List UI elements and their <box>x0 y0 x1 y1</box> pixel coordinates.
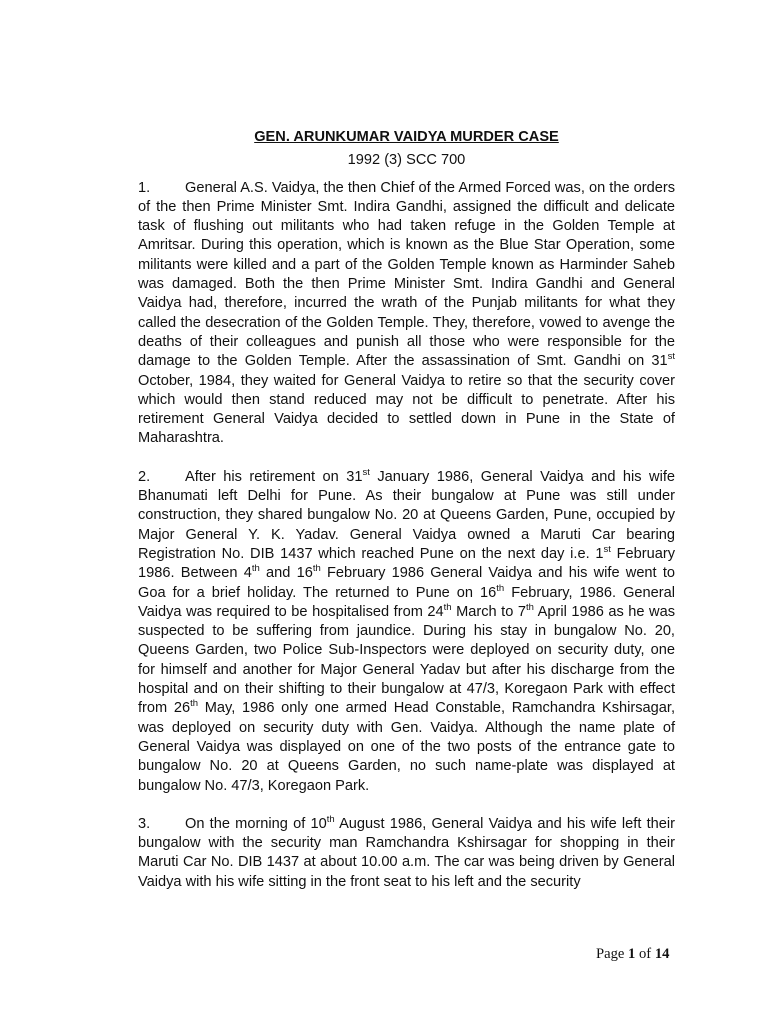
of-label: of <box>638 946 652 962</box>
paragraph-text: and 16 <box>259 565 313 582</box>
ordinal-suffix: st <box>603 543 611 555</box>
paragraph-text: April 1986 as he was suspected to be suffering from jaundice. During his stay in bungalow No. 20, Queens Garden, two Police Sub-Inspectors were deployed on security duty, one for himself and another for Major General Yadav but after his discharge from the hospital and on their shifting to their bungalow at 47/3, Koregaon Park with effect from 26 <box>138 603 676 717</box>
paragraph-1 <box>138 179 675 449</box>
paragraph-text: May, 1986 only one armed Head Constable, Ramchandra Kshirsagar, was deployed on security duty with Gen. Vaidya. Although the name plate of General Vaidya was displayed on one of the two posts of the entrance gate to bungalow No. 20 at Queens Garden, no such name-plate was displayed at bungalow No. 47/3, Koregaon Park. <box>138 700 675 794</box>
case-citation: 1992 (3) SCC 700 <box>347 152 466 169</box>
page-label: Page <box>596 946 625 962</box>
paragraph-text: January 1986, General Vaidya and his wife Bhanumati left Delhi for Pune. As their bungalow at Pune was still under construction, they shared bungalow No. 20 at Queens Garden, Pune, occupied by Major General Y. K. Yadav. General Vaidya owned a Maruti Car bearing Registration No. DIB 1437 which reached Pune on the next day i.e. 1 <box>138 468 675 562</box>
ordinal-suffix: th <box>251 563 260 575</box>
ordinal-suffix: st <box>362 466 370 478</box>
paragraph-number: 1. <box>138 179 151 196</box>
page-total: 14 <box>654 946 670 962</box>
document-page <box>138 128 675 911</box>
paragraph-text: February 1986 General Vaidya and his wife went to Goa for a brief holiday. The returned to Pune on 16 <box>138 565 675 601</box>
ordinal-suffix: th <box>443 601 452 613</box>
ordinal-suffix: th <box>326 813 335 825</box>
paragraph-text: February, 1986. General Vaidya was required to be hospitalised from 24 <box>138 584 675 620</box>
paragraph-text: On the morning of 10 <box>185 815 327 832</box>
paragraph-text: February 1986. Between 4 <box>138 545 676 582</box>
ordinal-suffix: st <box>667 351 675 363</box>
paragraph-number: 3. <box>138 815 151 832</box>
ordinal-suffix: th <box>496 582 505 594</box>
paragraph-number: 2. <box>138 468 151 485</box>
paragraph-text: August 1986, General Vaidya and his wife left their bungalow with the security man Ramchandra Kshirsagar for shopping in their Maruti Car No. DIB 1437 at about 10.00 a.m. The car was being driven by General Vaidya with his wife sitting in the front seat to his left and the security <box>138 815 675 890</box>
document-title: GEN. ARUNKUMAR VAIDYA MURDER CASE <box>254 129 559 145</box>
paragraph-text: After his retirement on 31 <box>185 468 363 485</box>
page-footer <box>596 946 669 963</box>
paragraph-2 <box>138 468 675 796</box>
paragraph-text: March to 7 <box>451 603 526 620</box>
paragraph-text: October, 1984, they waited for General Vaidya to retire so that the security cover which would then stand reduced may not be difficult to penetrate. After his retirement General Vaidya decided to settled down in Pune in the State of Maharashtra. <box>138 372 675 447</box>
paragraph-3 <box>138 815 675 892</box>
paragraph-text: General A.S. Vaidya, the then Chief of the Armed Forced was, on the orders of the then Prime Minister Smt. Indira Gandhi, assigned the difficult and delicate task of flushing out militants who had taken refuge in the Golden Temple at Amritsar. During this operation, which is known as the Blue Star Operation, some militants were killed and a part of the Golden Temple known as Harminder Saheb was damaged. Both the then Prime Minister Smt. Indira Gandhi and General Vaidya had, therefore, incurred the wrath of the Punjab militants for what they called the desecration of the Golden Temple. They, therefore, vowed to avenge the deaths of their colleagues and punish all those who were responsible for the damage to the Golden Temple. After the assassination of Smt. Gandhi on 31 <box>138 179 675 370</box>
ordinal-suffix: th <box>190 698 199 710</box>
page-number: 1 <box>628 946 636 962</box>
ordinal-suffix: th <box>312 563 321 575</box>
ordinal-suffix: th <box>525 601 534 613</box>
